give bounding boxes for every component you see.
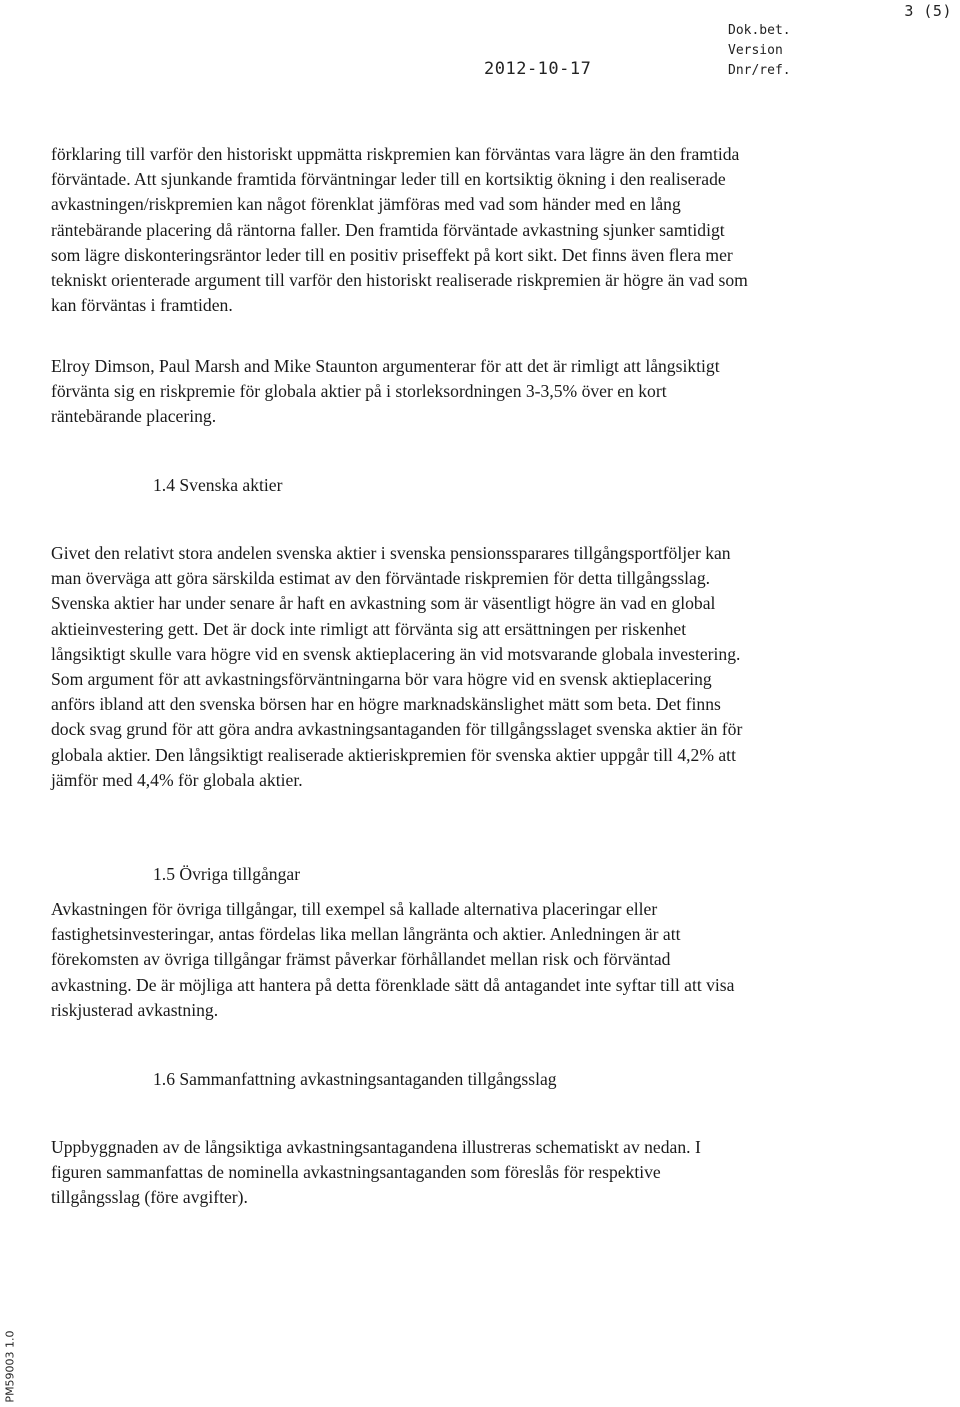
section-heading: 1.6 Sammanfattning avkastningsantaganden tillgångsslag xyxy=(153,1069,557,1089)
page-number: 3 (5) xyxy=(904,2,952,20)
body-paragraph xyxy=(51,897,751,1023)
paragraph-text: Elroy Dimson, Paul Marsh and Mike Staunton argumenterar för att det är rimligt att långsiktigt förvänta sig en riskpremie för globala aktier på i storleksordningen 3-3,5% över en kort räntebärande placering. xyxy=(51,356,720,427)
body-paragraph xyxy=(51,354,751,430)
doc-designation-label: Dok.bet. xyxy=(728,23,791,38)
body-paragraph xyxy=(51,142,751,318)
body-paragraph xyxy=(51,541,751,793)
section-heading: 1.5 Övriga tillgångar xyxy=(153,864,301,884)
section-heading: 1.4 Svenska aktier xyxy=(153,475,283,495)
document-date: 2012-10-17 xyxy=(484,59,592,79)
paragraph-text: Avkastningen för övriga tillgångar, till exempel så kallade alternativa placeringar eller fastighetsinvesteringar, antas fördelas lika mellan långränta och aktier. Anledningen är att förekomsten av övriga tillgångar främst påverkar förhållandet mellan risk och förväntad avkastning. De är möjliga att hantera på detta förenklade sätt då antagandet inte syftar till att visa riskjusterad avkastning. xyxy=(51,899,735,1020)
paragraph-text: Uppbyggnaden av de långsiktiga avkastningsantagandena illustreras schematiskt av nedan. I figuren sammanfattas de nominella avkastningsantaganden som föreslås för respektive tillgångsslag (före avgifter). xyxy=(51,1137,701,1208)
reference-label: Dnr/ref. xyxy=(728,63,791,78)
form-code: PM59003 1.0 xyxy=(3,1330,17,1403)
paragraph-text: Givet den relativt stora andelen svenska aktier i svenska pensionssparares tillgångsportföljer kan man överväga att göra särskilda estimat av den förväntade riskpremien för detta tillgångsslag. Svenska aktier har under senare år haft en avkastning som är väsentligt högre än vad en global aktieinvestering gett. Det är dock inte rimligt att förvänta sig att ersättningen per riskenhet långsiktigt skulle vara högre vid en svensk aktieplacering än vid motsvarande globala investering. Som argument för att avkastningsförväntningarna bör vara högre vid en svensk aktieplacering anförs ibland att den svenska börsen har en högre marknadskänslighet mätt som beta. Det finns dock svag grund för att göra andra avkastningsantaganden för tillgångsslaget svenska aktier än för globala aktier. Den långsiktigt realiserade aktieriskpremien för svenska aktier uppgår till 4,2% att jämför med 4,4% för globala aktier. xyxy=(51,543,743,790)
body-paragraph xyxy=(51,1135,751,1211)
version-label: Version xyxy=(728,43,783,58)
paragraph-text: förklaring till varför den historiskt uppmätta riskpremien kan förväntas vara lägre än den framtida förväntade. Att sjunkande framtida förväntningar leder till en kortsiktig ökning i den realiserade avkastningen/riskpremien kan något förenklat jämföras med vad som händer med en lång räntebärande placering då räntorna faller. Den framtida förväntade avkastning sjunker samtidigt som lägre diskonteringsräntor leder till en positiv priseffekt på kort sikt. Det finns även flera mer tekniskt orienterade argument till varför den historiskt realiserade riskpremien är högre än vad som kan förväntas i framtiden. xyxy=(51,144,748,316)
